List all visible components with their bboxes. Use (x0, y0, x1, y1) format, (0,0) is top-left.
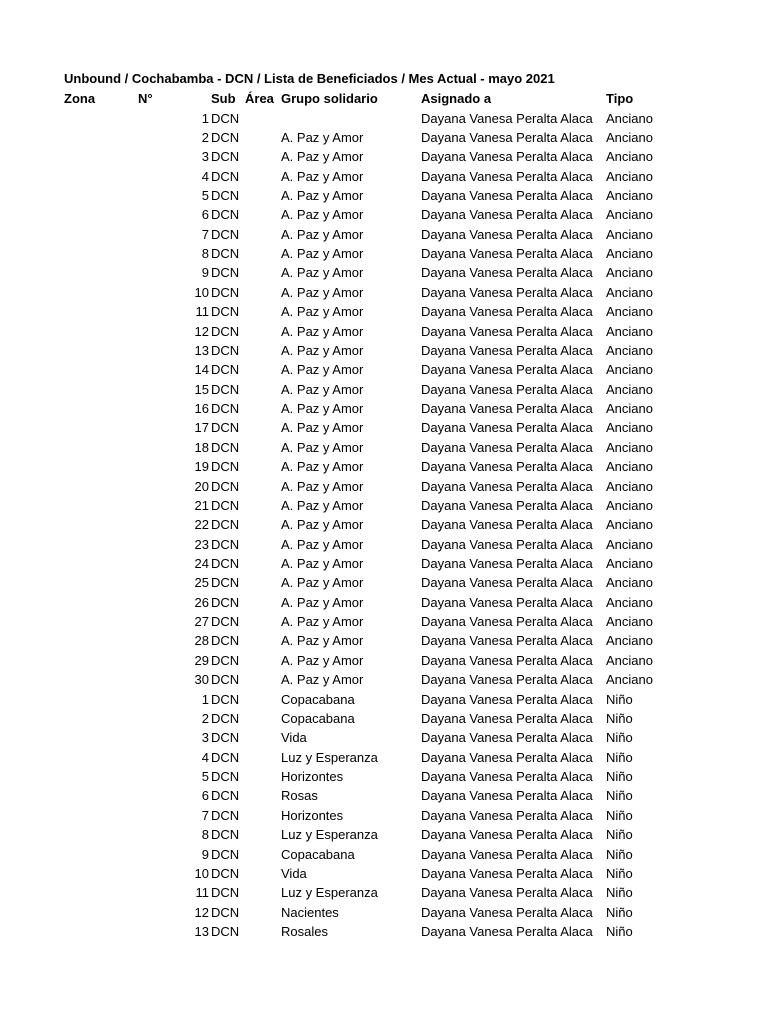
row-tipo: Anciano (606, 149, 653, 165)
row-asignado-a: Dayana Vanesa Peralta Alaca (421, 556, 593, 571)
row-number: 6 (201, 207, 209, 223)
row-number: 1 (201, 110, 209, 126)
table-row (0, 883, 768, 902)
row-tipo: Anciano (606, 304, 653, 320)
row-number: 1 (201, 691, 209, 707)
table-row (0, 690, 768, 709)
row-grupo-solidario: A. Paz y Amor (281, 168, 364, 184)
row-sub: DCN (211, 807, 240, 823)
row-tipo: Niño (606, 730, 633, 746)
row-number: 16 (194, 401, 209, 417)
row-tipo: Anciano (606, 362, 653, 378)
row-sub: DCN (211, 904, 240, 920)
row-asignado-a: Dayana Vanesa Peralta Alaca (421, 497, 593, 513)
row-asignado-a: Dayana Vanesa Peralta Alaca (421, 110, 593, 126)
table-row (0, 205, 768, 224)
row-number: 4 (201, 749, 209, 765)
row-grupo-solidario: A. Paz y Amor (281, 594, 364, 610)
row-sub: DCN (211, 672, 240, 688)
row-number: 25 (194, 575, 209, 591)
row-grupo-solidario: A. Paz y Amor (281, 265, 364, 281)
row-asignado-a: Dayana Vanesa Peralta Alaca (421, 420, 593, 436)
row-asignado-a: Dayana Vanesa Peralta Alaca (421, 129, 593, 145)
row-tipo: Niño (606, 924, 633, 940)
row-grupo-solidario: Vida (281, 730, 307, 746)
row-tipo: Anciano (606, 226, 653, 242)
row-sub: DCN (211, 362, 240, 378)
row-number: 4 (201, 168, 209, 184)
row-sub: DCN (211, 749, 240, 765)
row-tipo: Niño (606, 827, 633, 843)
row-grupo-solidario: A. Paz y Amor (281, 439, 364, 455)
row-number: 7 (201, 226, 209, 242)
row-number: 27 (194, 614, 209, 630)
row-number: 22 (194, 517, 209, 533)
row-sub: DCN (211, 381, 240, 397)
row-tipo: Anciano (606, 652, 653, 668)
row-sub: DCN (211, 304, 240, 320)
row-sub: DCN (211, 769, 240, 785)
row-sub: DCN (211, 459, 240, 475)
row-number: 8 (201, 827, 209, 843)
row-tipo: Anciano (606, 420, 653, 436)
row-asignado-a: Dayana Vanesa Peralta Alaca (421, 284, 593, 300)
row-grupo-solidario: A. Paz y Amor (281, 381, 364, 397)
row-sub: DCN (211, 226, 240, 242)
row-asignado-a: Dayana Vanesa Peralta Alaca (421, 904, 593, 920)
row-grupo-solidario: Luz y Esperanza (281, 749, 378, 765)
row-number: 8 (201, 246, 209, 262)
row-asignado-a: Dayana Vanesa Peralta Alaca (421, 710, 593, 726)
table-row (0, 922, 768, 941)
row-asignado-a: Dayana Vanesa Peralta Alaca (421, 652, 593, 668)
row-number: 10 (194, 865, 209, 881)
row-grupo-solidario: A. Paz y Amor (281, 226, 364, 242)
table-row (0, 515, 768, 534)
row-sub: DCN (211, 478, 240, 494)
row-grupo-solidario: A. Paz y Amor (281, 517, 364, 533)
table-row (0, 825, 768, 844)
row-sub: DCN (211, 691, 240, 707)
row-grupo-solidario: Luz y Esperanza (281, 885, 378, 901)
row-sub: DCN (211, 865, 240, 881)
row-sub: DCN (211, 207, 240, 223)
table-row (0, 554, 768, 573)
row-grupo-solidario: Nacientes (281, 904, 339, 920)
row-number: 6 (201, 788, 209, 804)
row-number: 24 (194, 556, 209, 571)
row-sub: DCN (211, 149, 240, 165)
row-grupo-solidario: A. Paz y Amor (281, 187, 364, 203)
row-grupo-solidario: A. Paz y Amor (281, 323, 364, 339)
row-number: 20 (194, 478, 209, 494)
row-tipo: Anciano (606, 284, 653, 300)
row-grupo-solidario: A. Paz y Amor (281, 149, 364, 165)
table-row (0, 806, 768, 825)
row-number: 2 (201, 710, 209, 726)
row-grupo-solidario: A. Paz y Amor (281, 536, 364, 552)
row-number: 3 (201, 730, 209, 746)
row-asignado-a: Dayana Vanesa Peralta Alaca (421, 342, 593, 358)
table-row (0, 341, 768, 360)
row-number: 21 (194, 497, 209, 513)
row-grupo-solidario: A. Paz y Amor (281, 556, 364, 571)
row-tipo: Anciano (606, 439, 653, 455)
table-row (0, 380, 768, 399)
row-grupo-solidario: A. Paz y Amor (281, 129, 364, 145)
row-number: 23 (194, 536, 209, 552)
row-tipo: Anciano (606, 323, 653, 339)
table-row (0, 593, 768, 612)
table-row (0, 748, 768, 767)
table-row (0, 709, 768, 728)
row-number: 12 (194, 323, 209, 339)
row-grupo-solidario: Vida (281, 865, 307, 881)
row-number: 9 (201, 846, 209, 862)
row-asignado-a: Dayana Vanesa Peralta Alaca (421, 827, 593, 843)
row-grupo-solidario: A. Paz y Amor (281, 342, 364, 358)
row-number: 13 (194, 342, 209, 358)
row-asignado-a: Dayana Vanesa Peralta Alaca (421, 459, 593, 475)
row-grupo-solidario: Copacabana (281, 710, 355, 726)
row-sub: DCN (211, 342, 240, 358)
row-number: 15 (194, 381, 209, 397)
row-asignado-a: Dayana Vanesa Peralta Alaca (421, 885, 593, 901)
header-asignado-a: Asignado a (421, 91, 492, 106)
row-asignado-a: Dayana Vanesa Peralta Alaca (421, 478, 593, 494)
row-sub: DCN (211, 246, 240, 262)
row-grupo-solidario: A. Paz y Amor (281, 497, 364, 513)
row-sub: DCN (211, 846, 240, 862)
row-tipo: Anciano (606, 556, 653, 571)
row-sub: DCN (211, 594, 240, 610)
table-row (0, 186, 768, 205)
row-tipo: Anciano (606, 265, 653, 281)
row-asignado-a: Dayana Vanesa Peralta Alaca (421, 846, 593, 862)
row-sub: DCN (211, 614, 240, 630)
row-asignado-a: Dayana Vanesa Peralta Alaca (421, 633, 593, 649)
table-row (0, 147, 768, 166)
row-number: 13 (194, 924, 209, 940)
table-row (0, 128, 768, 147)
row-grupo-solidario: A. Paz y Amor (281, 478, 364, 494)
row-sub: DCN (211, 401, 240, 417)
table-row (0, 399, 768, 418)
table-row (0, 283, 768, 302)
row-asignado-a: Dayana Vanesa Peralta Alaca (421, 594, 593, 610)
row-tipo: Niño (606, 846, 633, 862)
row-sub: DCN (211, 517, 240, 533)
row-tipo: Anciano (606, 459, 653, 475)
row-tipo: Niño (606, 769, 633, 785)
row-asignado-a: Dayana Vanesa Peralta Alaca (421, 749, 593, 765)
table-row (0, 845, 768, 864)
row-tipo: Anciano (606, 168, 653, 184)
header-row (0, 89, 768, 108)
row-sub: DCN (211, 129, 240, 145)
row-asignado-a: Dayana Vanesa Peralta Alaca (421, 575, 593, 591)
row-tipo: Anciano (606, 497, 653, 513)
table-row (0, 612, 768, 631)
row-number: 5 (201, 187, 209, 203)
table-row (0, 263, 768, 282)
row-asignado-a: Dayana Vanesa Peralta Alaca (421, 265, 593, 281)
row-tipo: Anciano (606, 401, 653, 417)
table-row (0, 302, 768, 321)
row-tipo: Niño (606, 807, 633, 823)
row-number: 7 (201, 807, 209, 823)
row-sub: DCN (211, 284, 240, 300)
row-grupo-solidario: A. Paz y Amor (281, 459, 364, 475)
row-grupo-solidario: Rosas (281, 788, 318, 804)
row-number: 5 (201, 769, 209, 785)
row-grupo-solidario: Horizontes (281, 807, 344, 823)
row-asignado-a: Dayana Vanesa Peralta Alaca (421, 149, 593, 165)
row-tipo: Anciano (606, 187, 653, 203)
row-grupo-solidario: A. Paz y Amor (281, 284, 364, 300)
row-grupo-solidario: A. Paz y Amor (281, 304, 364, 320)
row-asignado-a: Dayana Vanesa Peralta Alaca (421, 168, 593, 184)
row-number: 10 (194, 284, 209, 300)
row-tipo: Niño (606, 749, 633, 765)
row-asignado-a: Dayana Vanesa Peralta Alaca (421, 769, 593, 785)
header-tipo: Tipo (606, 91, 634, 106)
row-tipo: Anciano (606, 594, 653, 610)
row-asignado-a: Dayana Vanesa Peralta Alaca (421, 865, 593, 881)
row-tipo: Anciano (606, 342, 653, 358)
row-tipo: Niño (606, 885, 633, 901)
row-number: 28 (194, 633, 209, 649)
row-sub: DCN (211, 556, 240, 571)
table-row (0, 418, 768, 437)
row-grupo-solidario: A. Paz y Amor (281, 672, 364, 688)
row-asignado-a: Dayana Vanesa Peralta Alaca (421, 362, 593, 378)
row-tipo: Niño (606, 865, 633, 881)
row-sub: DCN (211, 788, 240, 804)
row-tipo: Anciano (606, 129, 653, 145)
row-tipo: Anciano (606, 633, 653, 649)
header-area: Área (245, 91, 274, 106)
row-asignado-a: Dayana Vanesa Peralta Alaca (421, 788, 593, 804)
row-grupo-solidario: Copacabana (281, 846, 355, 862)
row-tipo: Anciano (606, 575, 653, 591)
row-asignado-a: Dayana Vanesa Peralta Alaca (421, 187, 593, 203)
row-sub: DCN (211, 652, 240, 668)
row-asignado-a: Dayana Vanesa Peralta Alaca (421, 691, 593, 707)
row-sub: DCN (211, 710, 240, 726)
row-grupo-solidario: A. Paz y Amor (281, 633, 364, 649)
row-sub: DCN (211, 885, 240, 901)
row-asignado-a: Dayana Vanesa Peralta Alaca (421, 226, 593, 242)
table-row (0, 864, 768, 883)
row-tipo: Anciano (606, 614, 653, 630)
row-asignado-a: Dayana Vanesa Peralta Alaca (421, 807, 593, 823)
row-asignado-a: Dayana Vanesa Peralta Alaca (421, 439, 593, 455)
row-sub: DCN (211, 575, 240, 591)
row-sub: DCN (211, 265, 240, 281)
row-grupo-solidario: A. Paz y Amor (281, 614, 364, 630)
row-asignado-a: Dayana Vanesa Peralta Alaca (421, 207, 593, 223)
row-sub: DCN (211, 323, 240, 339)
row-tipo: Anciano (606, 672, 653, 688)
table-row (0, 322, 768, 341)
row-grupo-solidario: A. Paz y Amor (281, 207, 364, 223)
row-tipo: Anciano (606, 110, 653, 126)
table-row (0, 225, 768, 244)
row-sub: DCN (211, 439, 240, 455)
row-tipo: Anciano (606, 381, 653, 397)
row-grupo-solidario: Copacabana (281, 691, 355, 707)
table-row (0, 631, 768, 650)
row-tipo: Anciano (606, 478, 653, 494)
table-row (0, 477, 768, 496)
table-row (0, 903, 768, 922)
row-sub: DCN (211, 536, 240, 552)
row-number: 17 (194, 420, 209, 436)
row-sub: DCN (211, 633, 240, 649)
table-row (0, 496, 768, 515)
row-grupo-solidario: Luz y Esperanza (281, 827, 378, 843)
row-sub: DCN (211, 730, 240, 746)
row-grupo-solidario: Rosales (281, 924, 328, 940)
row-number: 14 (194, 362, 209, 378)
row-grupo-solidario: A. Paz y Amor (281, 246, 364, 262)
row-sub: DCN (211, 420, 240, 436)
row-asignado-a: Dayana Vanesa Peralta Alaca (421, 614, 593, 630)
row-grupo-solidario: A. Paz y Amor (281, 401, 364, 417)
table-row (0, 244, 768, 263)
row-number: 18 (194, 439, 209, 455)
row-grupo-solidario: Horizontes (281, 769, 344, 785)
table-row (0, 767, 768, 786)
row-tipo: Anciano (606, 517, 653, 533)
row-sub: DCN (211, 168, 240, 184)
table-row (0, 457, 768, 476)
row-grupo-solidario: A. Paz y Amor (281, 575, 364, 591)
row-number: 30 (194, 672, 209, 688)
row-asignado-a: Dayana Vanesa Peralta Alaca (421, 304, 593, 320)
header-zona: Zona (64, 91, 96, 106)
table-row (0, 167, 768, 186)
row-grupo-solidario: A. Paz y Amor (281, 420, 364, 436)
row-sub: DCN (211, 924, 240, 940)
row-asignado-a: Dayana Vanesa Peralta Alaca (421, 730, 593, 746)
row-asignado-a: Dayana Vanesa Peralta Alaca (421, 924, 593, 940)
page-title: Unbound / Cochabamba - DCN / Lista de Beneficiados / Mes Actual - mayo 2021 (64, 71, 555, 86)
row-sub: DCN (211, 497, 240, 513)
row-number: 9 (201, 265, 209, 281)
row-asignado-a: Dayana Vanesa Peralta Alaca (421, 246, 593, 262)
row-sub: DCN (211, 110, 240, 126)
row-tipo: Niño (606, 904, 633, 920)
table-row (0, 360, 768, 379)
table-row (0, 728, 768, 747)
table-row (0, 109, 768, 128)
row-number: 11 (195, 885, 209, 901)
row-sub: DCN (211, 187, 240, 203)
table-row (0, 651, 768, 670)
row-tipo: Anciano (606, 536, 653, 552)
table-row (0, 786, 768, 805)
row-number: 11 (195, 304, 209, 320)
table-row (0, 670, 768, 689)
row-tipo: Niño (606, 710, 633, 726)
row-tipo: Niño (606, 788, 633, 804)
row-asignado-a: Dayana Vanesa Peralta Alaca (421, 536, 593, 552)
header-grupo-solidario: Grupo solidario (281, 91, 378, 106)
header-n: N° (138, 91, 153, 106)
row-number: 29 (194, 652, 209, 668)
header-sub: Sub (211, 91, 236, 106)
row-asignado-a: Dayana Vanesa Peralta Alaca (421, 517, 593, 533)
row-tipo: Niño (606, 691, 633, 707)
row-number: 26 (194, 594, 209, 610)
row-asignado-a: Dayana Vanesa Peralta Alaca (421, 381, 593, 397)
row-asignado-a: Dayana Vanesa Peralta Alaca (421, 401, 593, 417)
row-asignado-a: Dayana Vanesa Peralta Alaca (421, 672, 593, 688)
table-row (0, 535, 768, 554)
row-tipo: Anciano (606, 246, 653, 262)
row-number: 2 (201, 129, 209, 145)
row-asignado-a: Dayana Vanesa Peralta Alaca (421, 323, 593, 339)
row-grupo-solidario: A. Paz y Amor (281, 652, 364, 668)
row-number: 3 (201, 149, 209, 165)
table-row (0, 438, 768, 457)
row-number: 12 (194, 904, 209, 920)
table-row (0, 573, 768, 592)
row-number: 19 (194, 459, 209, 475)
row-tipo: Anciano (606, 207, 653, 223)
row-grupo-solidario: A. Paz y Amor (281, 362, 364, 378)
row-sub: DCN (211, 827, 240, 843)
